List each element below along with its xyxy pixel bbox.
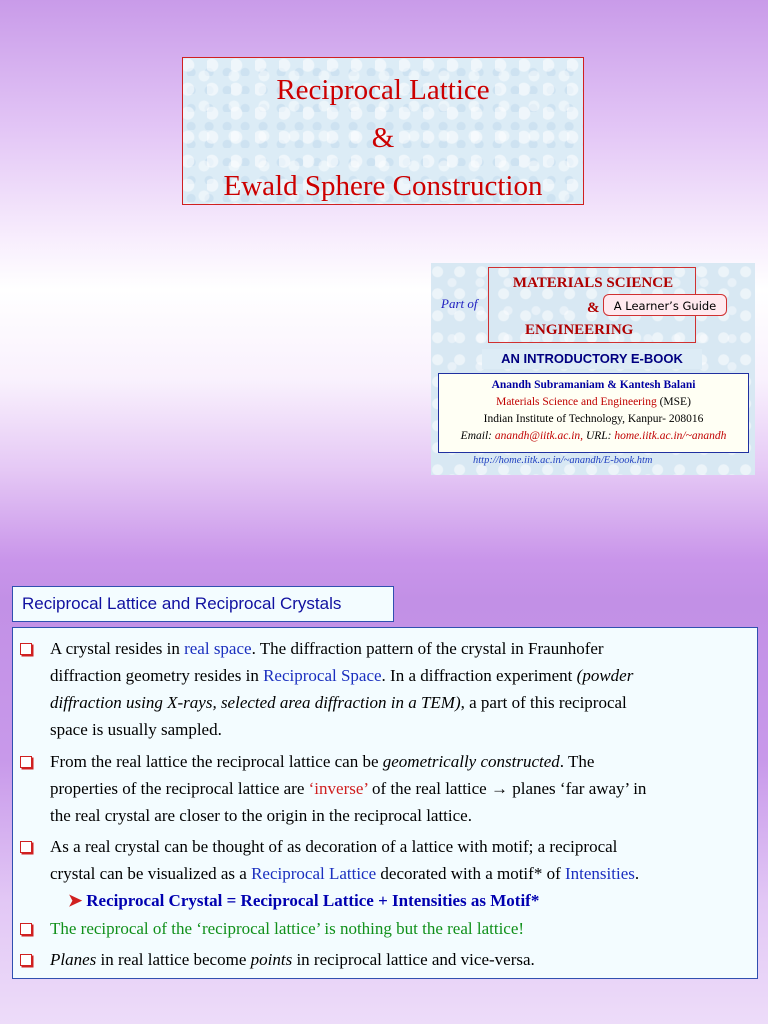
content-box: [12, 627, 758, 979]
text-run: diffraction using X-rays, selected area diffraction in a TEM): [50, 693, 461, 712]
email-link[interactable]: anandh@iitk.ac.in,: [494, 430, 584, 442]
text-run: .: [634, 864, 640, 883]
text-run: . The: [559, 752, 595, 771]
contact-line: [439, 428, 748, 445]
arrow-bullet-icon: ➤: [68, 891, 83, 910]
text-run: Intensities: [564, 864, 635, 883]
text-run: properties of the reciprocal lattice are: [50, 779, 309, 798]
intro-ebook-label: AN INTRODUCTORY E-BOOK: [482, 349, 702, 369]
ebook-badge: [431, 263, 755, 475]
learners-guide-tag: A Learner’s Guide: [603, 294, 727, 316]
department: [439, 394, 748, 411]
text-run: the real crystal are closer to the origin in the reciprocal lattice.: [50, 806, 472, 825]
department-abbr: (MSE): [659, 396, 691, 408]
checkbox-bullet-icon: [20, 923, 32, 935]
institute: Indian Institute of Technology, Kanpur- 208016: [483, 413, 704, 425]
text-run: in reciprocal lattice and vice-versa.: [292, 950, 535, 969]
mse-line-1: MATERIALS SCIENCE: [512, 275, 674, 291]
text-run: geometrically constructed: [382, 752, 560, 771]
text-run: ‘inverse’: [308, 779, 368, 798]
text-run: Reciprocal Space: [263, 666, 382, 685]
bullet-2-text: [50, 748, 750, 829]
text-run: Reciprocal Crystal = Reciprocal Lattice + Intensities as Motif*: [86, 891, 540, 910]
text-run: real space: [184, 639, 252, 658]
url-label: URL:: [585, 430, 612, 442]
text-run: decorated with a motif* of: [376, 864, 565, 883]
email-label: Email:: [460, 430, 492, 442]
text-run: From the real lattice the reciprocal lattice can be: [50, 752, 383, 771]
bullet-4-text: The reciprocal of the ‘reciprocal lattice’ is nothing but the real lattice!: [50, 919, 525, 938]
bullet-5-text: [50, 946, 750, 973]
checkbox-bullet-icon: [20, 756, 32, 768]
text-run: (powder: [576, 666, 634, 685]
section-heading: Reciprocal Lattice and Reciprocal Crystals: [12, 586, 394, 622]
mse-ampersand: &: [587, 300, 600, 316]
authors-box: [438, 373, 749, 453]
text-run: crystal can be visualized as a: [50, 864, 252, 883]
title-line-1: Reciprocal Lattice: [276, 74, 490, 106]
text-run: points: [250, 950, 293, 969]
bullet-1-text: [50, 635, 750, 743]
text-run: diffraction geometry resides in: [50, 666, 264, 685]
title-line-3: Ewald Sphere Construction: [223, 170, 543, 202]
checkbox-bullet-icon: [20, 841, 32, 853]
bullet-3-text: [50, 833, 750, 887]
text-run: . The diffraction pattern of the crystal in Fraunhofer: [251, 639, 604, 658]
text-run: A crystal resides in: [50, 639, 185, 658]
checkbox-bullet-icon: [20, 954, 32, 966]
ebook-url-link[interactable]: http://home.iitk.ac.in/~anandh/E-book.htm: [473, 455, 653, 466]
author-names: Anandh Subramaniam & Kantesh Balani: [491, 379, 696, 391]
text-run: space is usually sampled.: [50, 720, 222, 739]
text-run: . In a diffraction experiment: [381, 666, 577, 685]
text-run: in real lattice become: [96, 950, 251, 969]
mse-line-3: ENGINEERING: [525, 322, 634, 338]
text-run: , a part of this reciprocal: [460, 693, 627, 712]
title-box: [182, 57, 584, 205]
department-name: Materials Science and Engineering: [496, 396, 657, 408]
sub-bullet-text: [68, 887, 539, 914]
home-url-link[interactable]: home.iitk.ac.in/~anandh: [614, 430, 727, 442]
text-run: As a real crystal can be thought of as decoration of a lattice with motif; a reciprocal: [50, 837, 618, 856]
text-run: Planes: [50, 950, 97, 969]
part-of-label: Part of: [441, 296, 478, 311]
checkbox-bullet-icon: [20, 643, 32, 655]
text-run: of the real lattice → planes ‘far away’ in: [367, 779, 647, 798]
text-run: Reciprocal Lattice: [251, 864, 377, 883]
title-ampersand: &: [371, 122, 395, 154]
